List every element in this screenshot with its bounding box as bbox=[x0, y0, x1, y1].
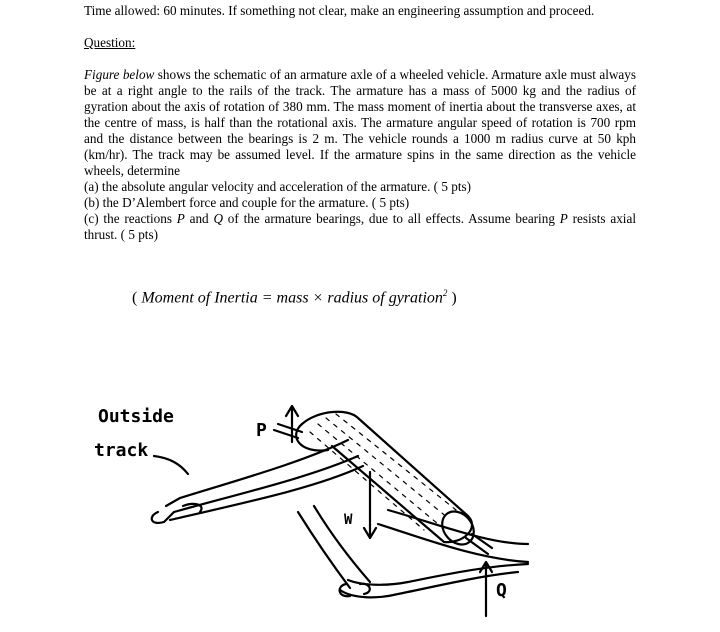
armature-axle-figure bbox=[88, 394, 548, 622]
part-c-p2: P bbox=[559, 211, 568, 226]
inertia-formula bbox=[132, 288, 457, 307]
inner-rail-end bbox=[340, 584, 370, 596]
part-c-text-3: resists axial thrust. ( 5 pts) bbox=[84, 211, 636, 242]
formula-open: ( bbox=[132, 289, 138, 307]
w-label: W bbox=[344, 512, 353, 528]
track-label: track bbox=[94, 440, 149, 461]
track-pointer bbox=[154, 456, 188, 474]
outside-label: Outside bbox=[98, 406, 174, 427]
question-body: shows the schematic of an armature axle of a wheeled vehicle. Armature axle must always be at a right angle to the rails of the track. The armature has a mass of 5000 kg and the radius of gyration about the axis of rotation of 380 mm. The mass moment of inertia about the transverse axes, at the centre of mass, is half than the rotational axis. The armature angular speed of rotation is 700 rpm and the distance between the bearings is 2 m. The vehicle rounds a 1000 m radius curve at 50 kph (km/hr). The track may be assumed level. If the armature spins in the same direction as the vehicle wheels, determine bbox=[84, 67, 637, 178]
figure-reference: Figure below bbox=[84, 67, 155, 82]
part-c-q: Q bbox=[213, 211, 223, 226]
question-heading: Question: bbox=[84, 35, 136, 50]
question-parts bbox=[84, 179, 636, 243]
part-c-text-1: (c) the reactions bbox=[84, 211, 177, 226]
inner-rail bbox=[378, 510, 528, 562]
part-c-p: P bbox=[176, 211, 185, 226]
part-c-text-2: of the armature bearings, due to all effects. Assume bearing bbox=[223, 211, 560, 226]
part-c-and: and bbox=[184, 211, 214, 226]
q-arrow bbox=[480, 562, 492, 616]
formula-expression: Moment of Inertia = mass × radius of gyration bbox=[137, 289, 443, 307]
question-paragraph bbox=[84, 67, 636, 179]
formula-close: ) bbox=[447, 289, 457, 307]
time-allowed-text: Time allowed: 60 minutes. If something not clear, make an engineering assumption and proceed. bbox=[84, 3, 595, 18]
p-label: P bbox=[256, 420, 267, 441]
part-b: (b) the D’Alembert force and couple for the armature. ( 5 pts) bbox=[84, 195, 410, 210]
formula-exponent: 2 bbox=[442, 288, 448, 298]
q-label: Q bbox=[496, 580, 507, 601]
part-c bbox=[84, 211, 636, 243]
part-a: (a) the absolute angular velocity and acceleration of the armature. ( 5 pts) bbox=[84, 179, 472, 194]
